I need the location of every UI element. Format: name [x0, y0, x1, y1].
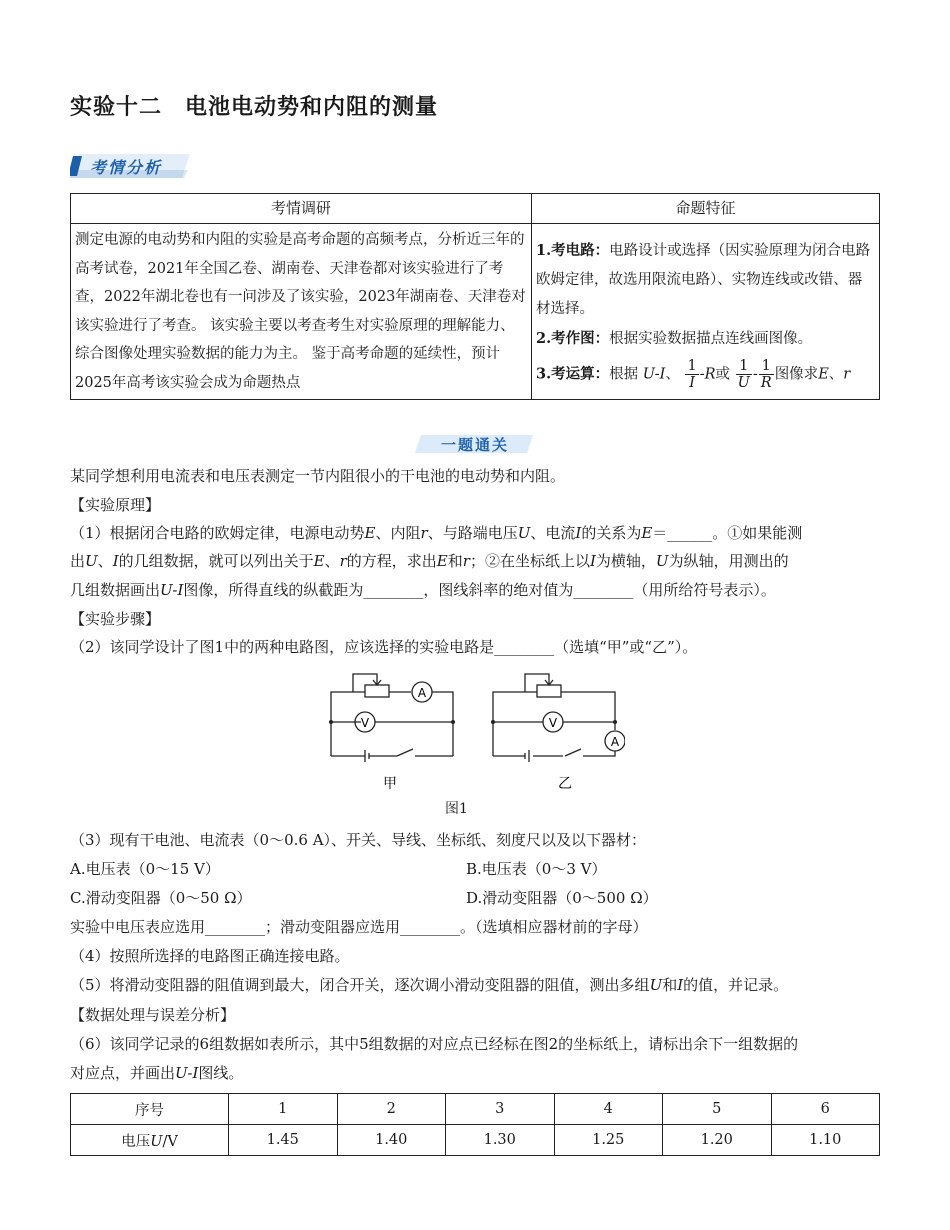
banner-label: 考情分析	[90, 158, 163, 177]
research-text: 测定电源的电动势和内阻的实验是高考命题的高频考点，分析近三年的高考试卷，2021年全国乙卷、湖南卷、天津卷都对该实验进行了考查，2022年湖北卷也有一问涉及了该实验，2023年湖南卷、天津卷对该实验进行了考查。 该实验主要以考查考生对实验原理的理解能力、综合图像处理实验数据的能力为主。 鉴于高考命题的延续性，预计2025年高考该实验会成为命题热点	[71, 224, 532, 400]
table-cell: 4	[554, 1094, 663, 1125]
q6-line1: （6）该同学记录的6组数据如表所示，其中5组数据的对应点已经标在图2的坐标纸上，请标出余下一组数据的	[70, 1035, 799, 1053]
row-head: 电压U/V	[71, 1125, 229, 1156]
q1-line1: （1）根据闭合电路的欧姆定律，电源电动势E、内阻r、与路端电压U、电流I的关系为E＝______。①如果能测	[70, 524, 803, 542]
table-cell: 1.25	[554, 1125, 663, 1156]
rheostat-icon	[365, 685, 389, 697]
table-cell: 1	[229, 1094, 338, 1125]
switch-icon	[397, 749, 413, 756]
circuit-jia	[331, 674, 453, 762]
ammeter-label: A	[417, 686, 427, 700]
option-c: C.滑动变阻器（0～50 Ω）	[70, 889, 252, 907]
ammeter-label: A	[610, 735, 620, 749]
q1-line2: 出U、I的几组数据，就可以列出关于E、r的方程，求出E和r；②在坐标纸上以I为横轴，U为纵轴，用测出的	[70, 552, 789, 570]
table-cell: 3	[446, 1094, 555, 1125]
q4-text: （4）按照所选择的电路图正确连接电路。	[70, 947, 350, 965]
q2-text: （2）该同学设计了图1中的两种电路图，应该选择的实验电路是________（选填“甲”或“乙”）。	[70, 638, 698, 656]
table-cell: 6	[771, 1094, 880, 1125]
intro-text: 某同学想利用电流表和电压表测定一节内阻很小的干电池的电动势和内阻。	[70, 467, 566, 485]
table-row	[71, 1094, 880, 1125]
feature-item: 1.考电路：电路设计或选择（因实验原理为闭合电路欧姆定律，故选用限流电路）、实物连线或改错、器材选择。	[536, 242, 871, 317]
table-cell: 1.20	[663, 1125, 772, 1156]
heading-data: 【数据处理与误差分析】	[70, 1006, 236, 1024]
table-cell: 1.30	[446, 1125, 555, 1156]
label-jia: 甲	[383, 776, 397, 792]
section-tag	[415, 433, 535, 455]
heading-principle: 【实验原理】	[70, 496, 161, 514]
fraction: $\frac{1}{I}$	[687, 358, 697, 391]
fraction: $\frac{1}{R}$	[760, 358, 772, 391]
analysis-table	[70, 193, 880, 400]
option-a: A.电压表（0～15 V）	[70, 860, 220, 878]
figure-caption: 图1	[445, 801, 468, 817]
q3-intro: （3）现有干电池、电流表（0～0.6 A）、开关、导线、坐标纸、刻度尺以及以下器材：	[70, 831, 647, 849]
table-header-right: 命题特征	[532, 194, 880, 224]
table-cell: 5	[663, 1094, 772, 1125]
circuit-figure	[325, 668, 625, 818]
q1-line3: 几组数据画出U-I图像，所得直线的纵截距为________，图线斜率的绝对值为________（用所给符号表示）。	[70, 581, 776, 599]
option-b: B.电压表（0～3 V）	[466, 860, 607, 878]
q6-line2: 对应点，并画出U-I图线。	[70, 1064, 244, 1082]
section-banner	[70, 152, 195, 180]
feature-item: 2.考作图：根据实验数据描点连线画图像。	[536, 330, 813, 347]
fraction: $\frac{1}{U}$	[737, 358, 750, 391]
option-d: D.滑动变阻器（0～500 Ω）	[466, 889, 658, 907]
tag-label: 一题通关	[440, 436, 509, 454]
table-cell: 1.10	[771, 1125, 880, 1156]
row-head: 序号	[71, 1094, 229, 1125]
voltmeter-label: V	[360, 716, 370, 730]
voltmeter-label: V	[548, 716, 558, 730]
feature-list	[532, 224, 880, 400]
page-title: 实验十二 电池电动势和内阻的测量	[70, 95, 439, 120]
table-header-left: 考情调研	[71, 194, 532, 224]
q3-ask: 实验中电压表应选用________；滑动变阻器应选用________。（选填相应器材前的字母）	[70, 918, 648, 936]
table-cell: 1.45	[229, 1125, 338, 1156]
q5-text: （5）将滑动变阻器的阻值调到最大，闭合开关，逐次调小滑动变阻器的阻值，测出多组U和I的值，并记录。	[70, 976, 789, 994]
data-table	[70, 1093, 880, 1156]
table-cell: 2	[337, 1094, 446, 1125]
table-cell: 1.40	[337, 1125, 446, 1156]
feature-item: 3.考运算：根据 U-I、 $\frac{1}{I}$ -R或 $\frac{1}{U}$ - $\frac{1}{R}$ 图像求E、r	[536, 358, 851, 391]
heading-steps: 【实验步骤】	[70, 610, 161, 628]
label-yi: 乙	[558, 776, 572, 792]
circuit-yi	[493, 674, 625, 762]
table-row	[71, 1125, 880, 1156]
